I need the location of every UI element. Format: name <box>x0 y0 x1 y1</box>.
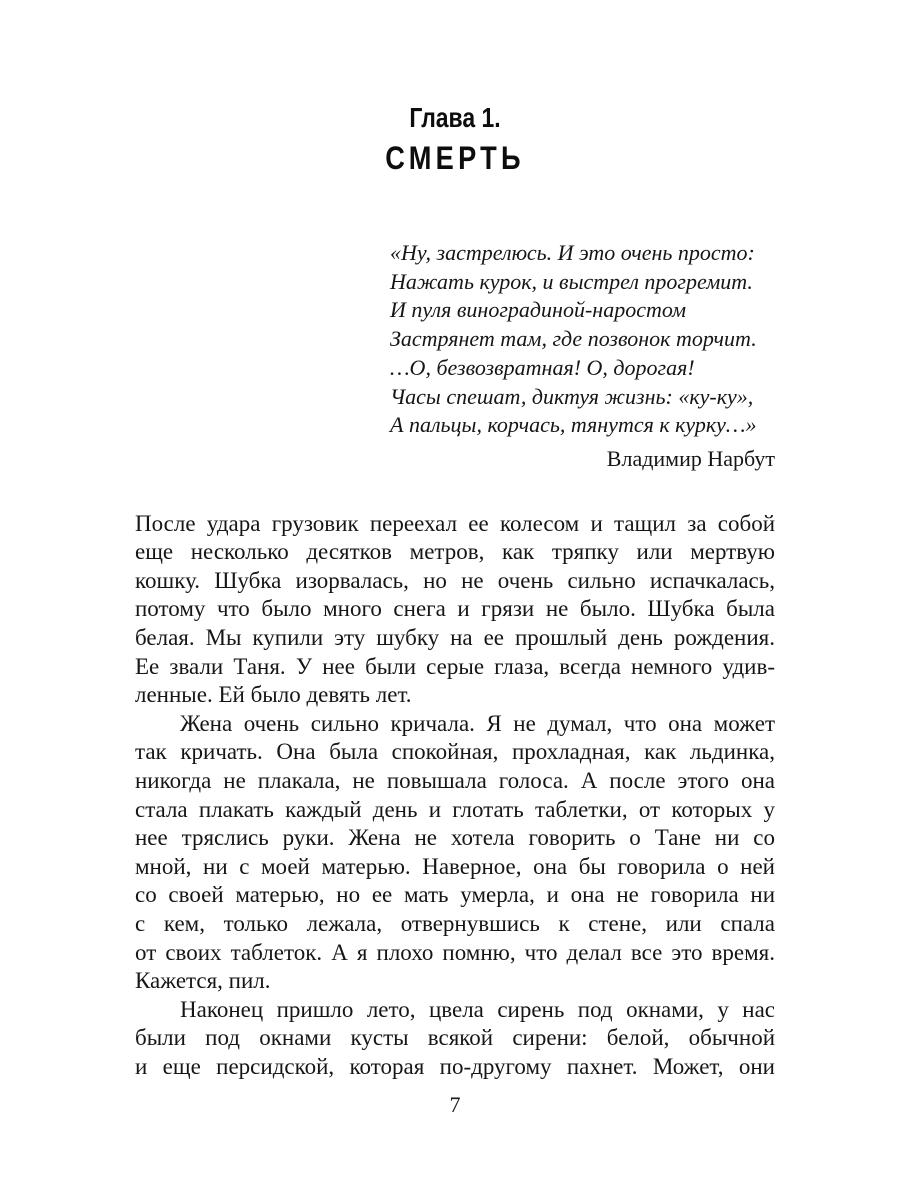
text-line: мной, ни с моей матерью. Наверное, она бы говорила о ней <box>135 853 775 879</box>
epigraph-line: …О, безвозвратная! О, дорогая! <box>390 354 695 380</box>
text-line: еще несколько десятков метров, как тряпку или мертвую <box>135 539 775 565</box>
text-line: Кажется, пил. <box>135 968 271 994</box>
chapter-title: СМЕРТЬ <box>385 140 525 176</box>
epigraph-line: А пальцы, корчась, тянутся к курку…» <box>390 412 757 438</box>
text-line: с кем, только лежала, отвернувшись к стене, или спала <box>135 910 775 936</box>
epigraph-line: Застрянет там, где позвонок торчит. <box>390 326 757 352</box>
text-line: потому что было много снега и грязи не было. Шубка была <box>135 596 775 622</box>
body-text <box>135 510 775 1082</box>
epigraph-line: Нажать курок, и выстрел прогремит. <box>390 268 753 294</box>
text-line: нее тряслись руки. Жена не хотела говорить о Тане ни со <box>135 825 775 851</box>
paragraph <box>135 710 775 996</box>
paragraph <box>135 510 775 710</box>
text-column <box>135 0 775 1082</box>
text-line: белая. Мы купили эту шубку на ее прошлый день рождения. <box>135 625 775 650</box>
text-line: ленные. Ей было девять лет. <box>135 682 412 708</box>
text-line: После удара грузовик переехал ее колесом и тащил за собой <box>135 510 775 536</box>
epigraph-line: И пуля виноградиной-наростом <box>390 297 687 323</box>
text-line: стала плакать каждый день и глотать таблетки, от которых у <box>135 796 775 822</box>
chapter-label: Глава 1. <box>409 102 501 133</box>
page-number: 7 <box>449 1092 461 1117</box>
text-line: со своей матерью, но ее мать умерла, и она не говорила ни <box>135 882 775 908</box>
paragraph <box>135 996 775 1082</box>
text-line: кошку. Шубка изорвалась, но не очень сильно испачкалась, <box>135 567 775 593</box>
chapter-heading <box>135 101 775 177</box>
epigraph-attribution: Владимир Нарбут <box>606 445 775 471</box>
epigraph-line: «Ну, застрелюсь. И это очень просто: <box>390 240 755 265</box>
text-line: Ее звали Таня. У нее были серые глаза, всегда немного удив- <box>135 653 775 679</box>
text-line: Жена очень сильно кричала. Я не думал, что она может <box>180 710 775 736</box>
text-line: так кричать. Она была спокойная, прохладная, как льдинка, <box>135 739 775 765</box>
text-line: от своих таблеток. А я плохо помню, что делал все это время. <box>135 939 775 965</box>
text-line: и еще персидской, которая по-другому пахнет. Может, они <box>135 1053 775 1079</box>
text-line: никогда не плакала, не повышала голоса. А после этого она <box>135 767 775 793</box>
epigraph <box>390 239 775 474</box>
epigraph-line: Часы спешат, диктуя жизнь: «ку-ку», <box>390 383 754 409</box>
text-line: были под окнами кусты всякой сирени: белой, обычной <box>135 1025 775 1051</box>
text-line: Наконец пришло лето, цвела сирень под окнами, у нас <box>180 996 775 1022</box>
